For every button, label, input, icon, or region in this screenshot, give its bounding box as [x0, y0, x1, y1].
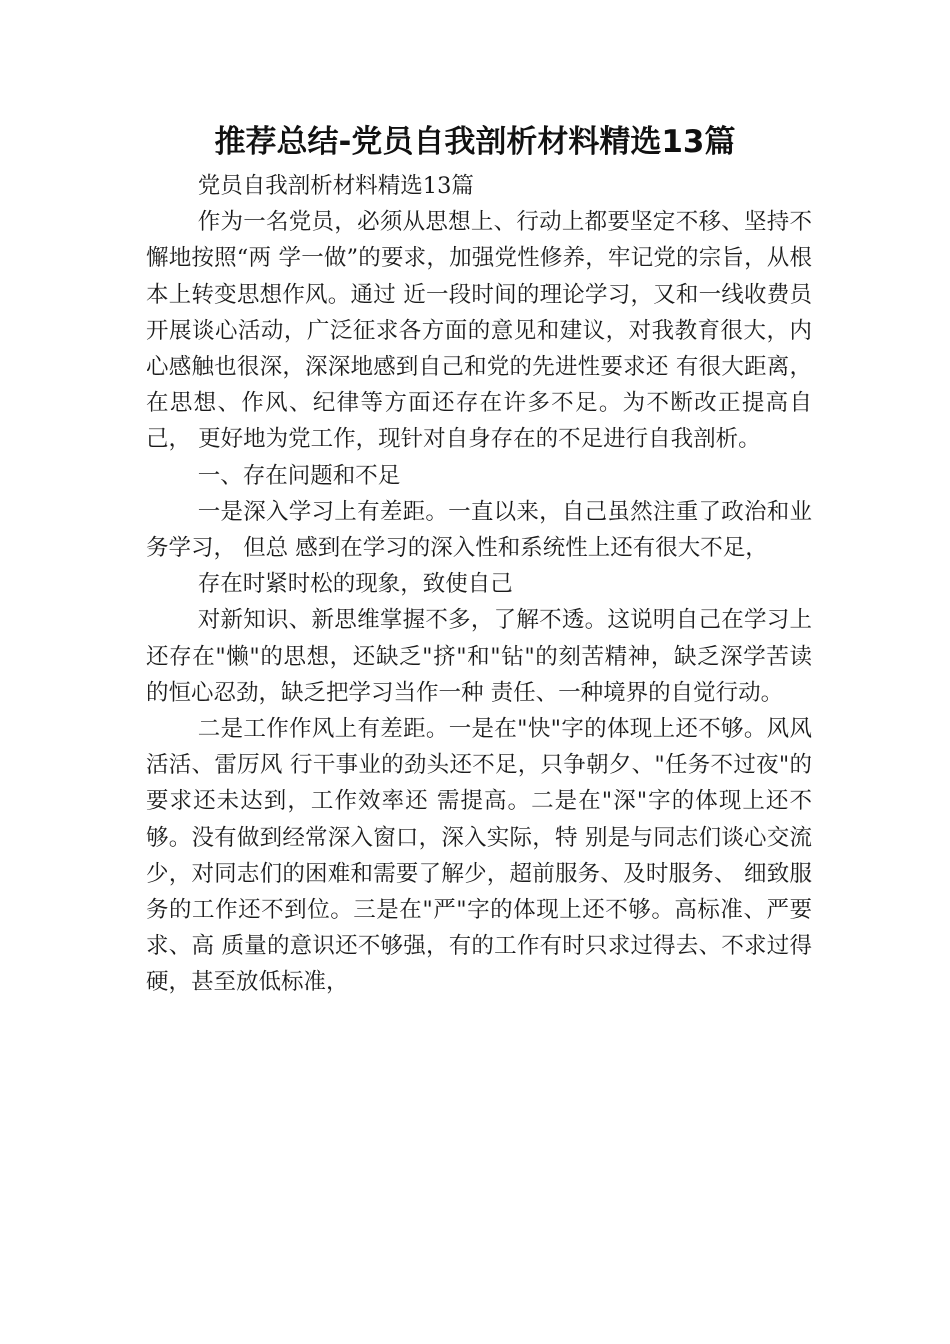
- document-title: 推荐总结-党员自我剖析材料精选13篇: [214, 124, 736, 160]
- paragraph-work-style-gap: 二是工作作风上有差距。一是在"快"字的体现上还不够。风风活活、雷厉风 行干事业的劲头还不足，只争朝夕、"任务不过夜"的要求还未达到，工作效率还 需提高。二是在"深"字的体现上还不够。没有做到经常深入窗口，深入实际，特 别是与同志们谈心交流少，对同志们的困难和需要了解少，超前服务、及时服务、 细致服务的工作还不到位。三是在"严"字的体现上还不够。高标准、严要求、高 质量的意识还不够强，有的工作有时只求过得去、不求过得硬，甚至放低标准，: [146, 716, 812, 996]
- section-heading: 一、存在问题和不足: [197, 462, 401, 489]
- paragraph-study-gap: 一是深入学习上有差距。一直以来，自己虽然注重了政治和业务学习， 但总 感到在学习的深入性和系统性上还有很大不足，: [146, 498, 812, 562]
- document-body: [146, 168, 812, 1001]
- intro-paragraph: 作为一名党员，必须从思想上、行动上都要坚定不移、坚持不懈地按照“两 学一做”的要求，加强党性修养，牢记党的宗旨，从根本上转变思想作风。通过 近一段时间的理论学习，又和一线收费员开展谈心活动，广泛征求各方面的意见和建议，对我教育很大，内心感触也很深，深深地感到自己和党的先进性要求还 有很大距离，在思想、作风、纪律等方面还存在许多不足。为不断改正提高自己， 更好地为党工作，现针对自身存在的不足进行自我剖析。: [146, 209, 812, 453]
- paragraph-inconsistency: 存在时紧时松的现象，致使自己: [197, 571, 513, 598]
- paragraph-new-knowledge: 对新知识、新思维掌握不多，了解不透。这说明自己在学习上还存在"懒"的思想，还缺乏"挤"和"钻"的刻苦精神，缺乏深学苦读的恒心忍劲，缺乏把学习当作一种 责任、一种境界的自觉行动。: [146, 607, 812, 706]
- document-subtitle: 党员自我剖析材料精选13篇: [197, 173, 474, 199]
